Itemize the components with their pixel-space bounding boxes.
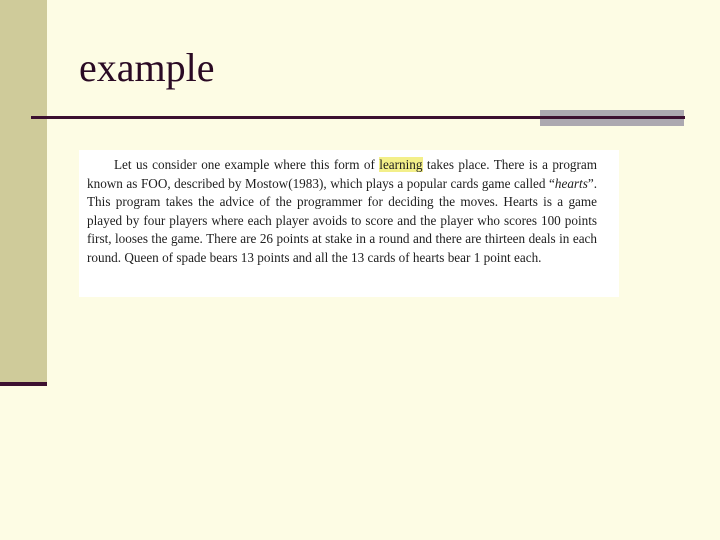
excerpt-image-box [79, 150, 619, 297]
excerpt-text-middle: takes place. There is a program known as FOO, described by Mostow(1983), which plays a popular cards game called “ [87, 157, 598, 191]
title-rule-accent-line [540, 116, 684, 119]
highlighted-word: learning [379, 157, 423, 172]
italic-word: hearts [554, 175, 588, 191]
left-decorative-bar [0, 0, 47, 382]
excerpt-paragraph [87, 156, 597, 268]
left-bar-accent-line [0, 382, 47, 386]
excerpt-text-end: ”. This program takes the advice of the programmer for deciding the moves. Hearts is a game played by four players where each player avoids to score and the player who scores 100 points first, looses the game. There are 26 points at stake in a round and there are thirteen deals in each round. Queen of spade bears 13 points and all the 13 cards of hearts bear 1 point each. [87, 175, 597, 265]
excerpt-text-start: Let us consider one example where this form of [114, 157, 380, 172]
slide-title: example [79, 45, 215, 90]
